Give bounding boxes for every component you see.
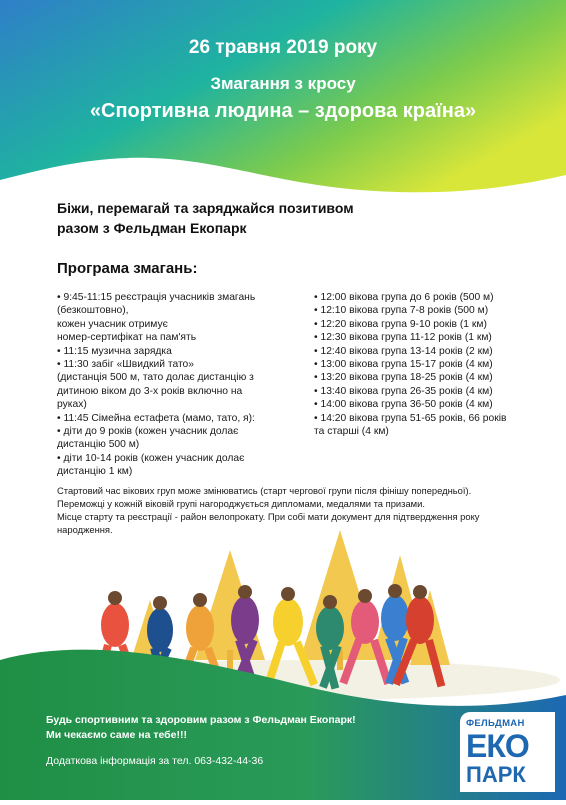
- program-line: • 9:45-11:15 реєстрація учасників змагань: [57, 292, 256, 303]
- schedule-line: • 13:40 вікова група 26-35 років (4 км): [314, 385, 493, 397]
- program-line: кожен учасник отримує: [57, 318, 168, 330]
- feldman-ecopark-logo: [460, 712, 555, 792]
- intro-line-2: разом з Фельдман Екопарк: [57, 220, 247, 236]
- cta-line-1: Будь спортивним та здоровим разом з Фельдман Екопарк!: [46, 714, 356, 726]
- logo-bottom-text: ПАРК: [466, 762, 526, 787]
- cta-line-2: Ми чекаємо саме на тебе!!!: [46, 729, 187, 741]
- program-line: • 11:15 музична зарядка: [57, 345, 172, 357]
- note-line: Переможці у кожній віковій групі нагороджується дипломами, медалями та призами.: [57, 498, 425, 509]
- intro-text: [57, 198, 517, 238]
- schedule-line: • 12:40 вікова група 13-14 років (2 км): [314, 345, 493, 357]
- program-line: дитиною віком до 3-х років включно на: [57, 385, 243, 397]
- contact-info: Додаткова інформація за тел. 063-432-44-36: [46, 755, 264, 767]
- program-line: (дистанція 500 м, тато долає дистанцію з: [57, 372, 254, 384]
- schedule-line: • 13:00 вікова група 15-17 років (4 км): [314, 359, 493, 371]
- program-line: дистанцію 1 км): [57, 466, 133, 478]
- footer-call-to-action: [46, 713, 356, 743]
- schedule-line: • 12:20 вікова група 9-10 років (1 км): [314, 318, 487, 330]
- event-subtitle: Змагання з кросу: [210, 74, 356, 93]
- program-left-column: [57, 291, 312, 479]
- schedule-line: • 12:30 вікова група 11-12 років (1 км): [314, 332, 492, 344]
- note-line: народження.: [57, 524, 113, 535]
- program-line: (безкоштовно),: [57, 305, 129, 317]
- program-line: • 11:45 Сімейна естафета (мамо, тато, я):: [57, 412, 255, 424]
- event-date: 26 травня 2019 року: [188, 37, 378, 58]
- program-heading: Програма змагань:: [57, 260, 198, 277]
- program-line: • діти 10-14 років (кожен учасник долає: [57, 452, 245, 464]
- program-line: • 11:30 забіг «Швидкий тато»: [57, 359, 194, 371]
- note-line: Стартовий час вікових груп може змінюватись (старт чергової групи після фінішу попередньої).: [57, 485, 472, 496]
- program-right-column: [314, 291, 554, 438]
- logo-top-text: ФЕЛЬДМАН: [466, 718, 525, 729]
- program-line: руках): [57, 399, 87, 411]
- schedule-line: • 12:10 вікова група 7-8 років (500 м): [314, 305, 489, 317]
- logo-mid-text: ЕКО: [466, 728, 529, 764]
- schedule-line: • 12:00 вікова група до 6 років (500 м): [314, 292, 494, 303]
- intro-line-1: Біжи, перемагай та заряджайся позитивом: [57, 200, 354, 216]
- program-line: • діти до 9 років (кожен учасник долає: [57, 426, 239, 438]
- schedule-line: • 14:20 вікова група 51-65 років, 66 років: [314, 412, 507, 424]
- program-line: дистанцію 500 м): [57, 439, 140, 451]
- schedule-line: • 13:20 вікова група 18-25 років (4 км): [314, 372, 493, 384]
- event-slogan: «Спортивна людина – здорова країна»: [89, 100, 477, 122]
- schedule-line: • 14:00 вікова група 36-50 років (4 км): [314, 399, 493, 411]
- program-line: номер-сертифікат на пам'ять: [57, 332, 197, 344]
- schedule-line: та старші (4 км): [314, 426, 389, 438]
- note-line: Місце старту та реєстрації - район велопрокату. При собі мати документ для підтвердження року: [57, 511, 480, 522]
